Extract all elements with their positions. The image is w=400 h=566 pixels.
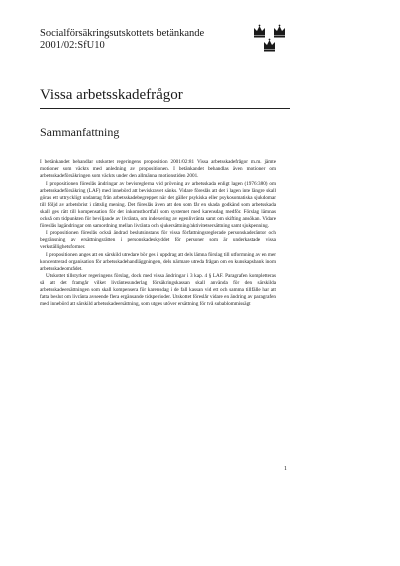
- paragraph: Utskottet tillstyrker regeringens förslag, dock med vissa ändringar i 3 kap. 4 § LAF. Paragrafen kompletteras så att det framgår vilket livräntesunderlag försäkringskassan skall använda för den särskilda arbetsskadeersättningen som skall kompensera för karensdag i de fall kassan vid ett och samma tillfälle har att fatta beslut om livränta avseende flera ergänsande tidsperioder. Utskottet föreslår vidare en ändring av paragrafen med innebörd att särskild arbetsskadeersättning, som utges utöver ersättning för två subablommissägt: [40, 273, 276, 307]
- paragraph: I propositionen föreslås också ändrad beslutsinstans för vissa författningsreglerade personskaderäntor och begränsning av ersättningsrätten i personskadeskyddet för personer som är underkastade vissa verkställighetsformer.: [40, 230, 276, 250]
- paragraph: I betänkandet behandlar utskottet regeringens proposition 2001/02:81 Vissa arbetsskadefrågor m.m. jämte motioner som väckts med anledning av propositionen. I betänkandet behandlas även motioner om arbetsskadeförsäkringen som väckts under den allmänna motionstiden 2001.: [40, 159, 276, 179]
- page-number: 1: [284, 466, 287, 472]
- report-number: 2001/02:SfU10: [40, 40, 105, 51]
- committee-name: Socialförsäkringsutskottets betänkande: [40, 28, 205, 39]
- paragraph: I propositionen föreslås ändringar av bevisreglerna vid prövning av arbetsskada enligt lagen (1976:380) om arbetsskadeförsäkring (LAF) med innebörd att beviskravet sänks. Vidare föreslås att det i lagen inte längre skall göras ett uttryckligt undantag från arbetsskadebegreppet när det gäller psykiska eller psykosomatiska sjukdomar till följd av arbetsbrist i rättslig mening. Det föreslås även att den som får en skada godkänd som arbetsskada skall ges rätt till kompensation för det inkomstbortfall som systemet med karensdag medför. Förslag lämnas också om tidpunkten för beviljande av livränta, om indexering av egenlivränta samt om skifting ansökan. Vidare föreslås lagändringar om samordning mellan livränta och sjukersättning/aktivitetsersättning samt sjukpenning.: [40, 180, 276, 229]
- report-header: [40, 28, 270, 52]
- crown-icon: [274, 25, 285, 38]
- summary-body: [40, 159, 276, 309]
- title-divider: [40, 108, 290, 109]
- paragraph: I propositionen anges att en särskild utredare bör ges i uppdrag att dels lämna förslag till utformning av en mer koncentrerad organisation för arbetsskadehandläggningen, dels närmare utreda frågan om en kunskapsbank inom arbetsskadeområdet.: [40, 251, 276, 272]
- document-title: Vissa arbetsskadefrågor: [40, 87, 183, 103]
- crown-icon: [264, 39, 275, 52]
- three-crowns-logo-icon: [252, 24, 290, 54]
- crown-icon: [254, 25, 265, 38]
- section-heading: Sammanfattning: [40, 125, 120, 139]
